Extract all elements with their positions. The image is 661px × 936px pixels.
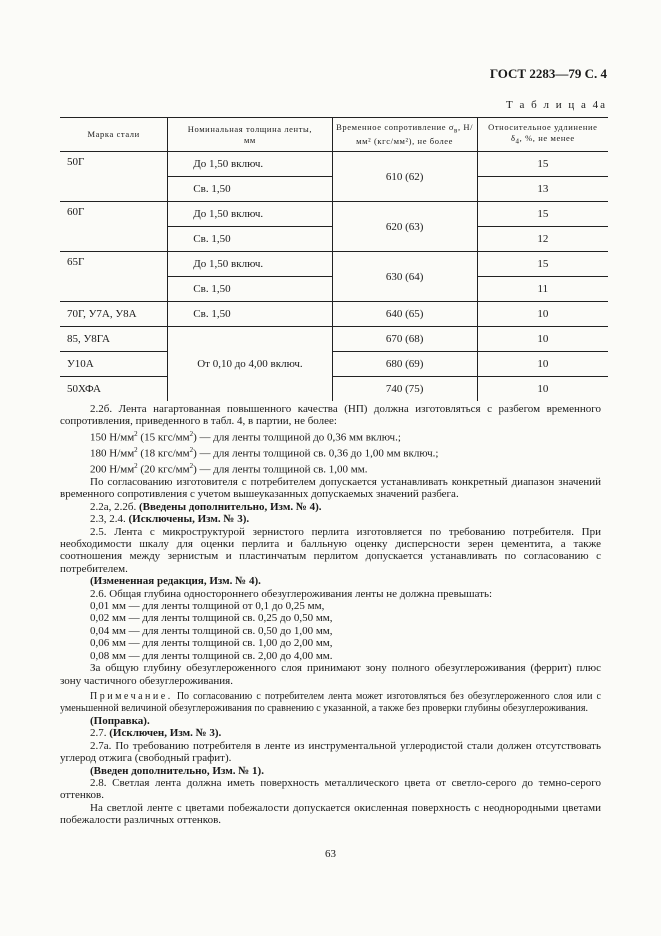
paragraph: 2.6. Общая глубина одностороннего обезуглероживания ленты не должна превышать:: [90, 587, 493, 600]
elongation-cell: 12: [477, 227, 608, 252]
paragraph: 2.2а, 2.2б. (Введены дополнительно, Изм. № 4).: [90, 500, 322, 513]
strength-cell: 640 (65): [332, 302, 477, 327]
thickness-cell: До 1,50 включ.: [168, 252, 332, 277]
strength-cell: 680 (69): [332, 352, 477, 377]
paragraph: 2.7. (Исключен, Изм. № 3).: [90, 727, 222, 740]
paragraph: На светлой ленте с цветами побежалости допускается окисленная поверхность с неоднородными цветами побежалости различных оттенков.: [60, 801, 601, 827]
paragraph: 2.8. Светлая лента должна иметь поверхность металлического цвета от светло-серого до темно-серого оттенков.: [60, 776, 601, 802]
elongation-cell: 10: [477, 302, 608, 327]
elongation-cell: 15: [477, 252, 608, 277]
paragraph: 0,01 мм — для ленты толщиной от 0,1 до 0,25 мм,: [90, 600, 325, 613]
elongation-cell: 15: [477, 152, 608, 177]
elongation-cell: 10: [477, 377, 608, 402]
paragraph: (Поправка).: [90, 714, 150, 727]
thickness-cell: Св. 1,50: [168, 227, 332, 252]
document-header: ГОСТ 2283—79 С. 4: [489, 66, 607, 81]
thickness-cell: От 0,10 до 4,00 включ.: [168, 327, 332, 402]
col-header-elongation: Относительное удлинение $\delta_4$, %, не менее: [477, 118, 608, 152]
table-caption: Т а б л и ц а 4а: [506, 99, 607, 111]
note: Примечание. По согласованию с потребителем лента может изготовляться без обезуглероженного слоя или с уменьшенной величиной обезуглероживания по сравнению с указанной, а также без проверки глубины обезуглероживания.: [60, 690, 601, 714]
elongation-cell: 15: [477, 202, 608, 227]
grade-cell: 60Г: [60, 202, 168, 252]
strength-cell: 610 (62): [332, 152, 477, 202]
paragraph: 2.7а. По требованию потребителя в ленте из инструментальной углеродистой стали должен отсутствовать углерод отжига (свободный графит).: [60, 739, 601, 765]
paragraph: 0,02 мм — для ленты толщиной св. 0,25 до 0,50 мм,: [90, 612, 333, 625]
grade-cell: 70Г, У7А, У8А: [60, 302, 168, 327]
elongation-cell: 11: [477, 277, 608, 302]
grade-cell: У10А: [60, 352, 168, 377]
paragraph: 0,06 мм — для ленты толщиной св. 1,00 до 2,00 мм,: [90, 637, 333, 650]
grade-cell: 50ХФА: [67, 383, 101, 395]
table-row: [60, 327, 608, 352]
col-header-grade: Марка стали: [60, 118, 168, 152]
paragraph: 0,08 мм — для ленты толщиной св. 2,00 до 4,00 мм.: [90, 649, 333, 662]
grade-cell: 65Г: [60, 252, 168, 302]
table-row: [60, 302, 608, 327]
paragraph: 2.2б. Лента нагартованная повышенного качества (НП) должна изготовляться с разбегом временного сопротивления, приведенного в табл. 4, в партии, не более:: [60, 403, 601, 428]
paragraph: 200 $Н/мм^2$ (20 кгс/$мм^2$) — для ленты толщиной св. 1,00 мм.: [90, 461, 368, 476]
paragraph: 180 $Н/мм^2$ (18 кгс/$мм^2$) — для ленты толщиной св. 0,36 до 1,00 мм включ.;: [90, 445, 439, 460]
paragraph: 2.5. Лента с микроструктурой зернистого перлита изготовляется по требованию потребителя. При необходимости шкалу для оценки перлита и балльную оценку дисперсности зерен цементита, а также соотношения между зернистым и пластинчатым перлитом допускается устанавливать по согласованию с потребителем.: [60, 525, 601, 575]
strength-cell: 620 (63): [332, 202, 477, 252]
strength-cell: 670 (68): [332, 327, 477, 352]
table-row: [60, 152, 608, 177]
table-row: [60, 377, 608, 402]
paragraph: (Измененная редакция, Изм. № 4).: [90, 575, 261, 588]
elongation-cell: 10: [477, 327, 608, 352]
grade-cell: 50Г: [60, 152, 168, 202]
paragraph: 0,04 мм — для ленты толщиной св. 0,50 до 1,00 мм,: [90, 624, 333, 637]
thickness-cell: Св. 1,50: [168, 302, 332, 327]
page-number: 63: [325, 848, 336, 860]
paragraph: (Введен дополнительно, Изм. № 1).: [90, 764, 264, 777]
thickness-cell: До 1,50 включ.: [168, 202, 332, 227]
col-header-thickness: Номинальная толщина ленты, мм: [168, 118, 332, 152]
paragraph: За общую глубину обезуглероженного слоя принимают зону полного обезуглероживания (феррит) плюс зону частичного обезуглероживания.: [60, 662, 601, 687]
thickness-cell: Св. 1,50: [168, 177, 332, 202]
thickness-cell: До 1,50 включ.: [168, 152, 332, 177]
body-text: [60, 403, 601, 827]
thickness-cell: Св. 1,50: [168, 277, 332, 302]
paragraph: 150 $Н/мм^2$ (15 кгс/$мм^2$) — для ленты толщиной до 0,36 мм включ.;: [90, 429, 401, 444]
paragraph: 2.3, 2.4. (Исключены, Изм. № 3).: [90, 513, 250, 526]
table-row: [60, 352, 608, 377]
strength-cell: 740 (75): [332, 377, 477, 402]
paragraph: По согласованию изготовителя с потребителем допускается устанавливать конкретный диапазон значений временного сопротивления с учетом вышеуказанных допускаемых значений разбега.: [60, 476, 601, 501]
grade-cell: 85, У8ГА: [60, 327, 168, 352]
table-row: [60, 202, 608, 227]
steel-properties-table: [60, 117, 608, 401]
elongation-cell: 10: [477, 352, 608, 377]
col-header-strength: Временное сопротивление $\sigma_в$, Н/мм² (кгс/мм²), не более: [332, 118, 477, 152]
strength-cell: 630 (64): [332, 252, 477, 302]
table-row: [60, 252, 608, 277]
elongation-cell: 13: [477, 177, 608, 202]
